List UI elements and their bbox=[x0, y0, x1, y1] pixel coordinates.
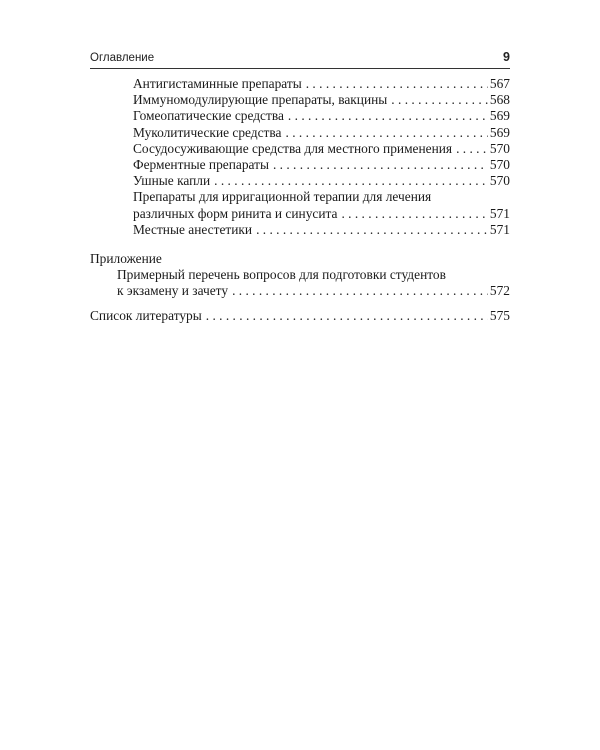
dot-leader bbox=[214, 173, 488, 189]
toc-entry-title: Список литературы bbox=[90, 307, 202, 323]
toc-entry-page: 572 bbox=[489, 283, 510, 299]
toc-entry-vasoconstrictors[interactable] bbox=[90, 141, 510, 157]
page-number: 9 bbox=[503, 50, 510, 64]
toc-entry-irrigation[interactable] bbox=[90, 189, 510, 221]
dot-leader bbox=[273, 157, 488, 173]
toc-entry-antihistamines[interactable] bbox=[90, 76, 510, 92]
toc-entry-page: 571 bbox=[489, 221, 510, 237]
toc-entry-page: 569 bbox=[489, 124, 510, 140]
toc-entry-page: 570 bbox=[489, 140, 510, 156]
toc-entry-page: 567 bbox=[489, 76, 510, 91]
toc-entry-page: 570 bbox=[489, 173, 510, 189]
toc-entry-immunomodulators[interactable] bbox=[90, 92, 510, 108]
toc-entry-title: Ушные капли bbox=[133, 173, 211, 189]
dot-leader bbox=[288, 108, 488, 124]
toc-entry-ear-drops[interactable] bbox=[90, 173, 510, 189]
dot-leader bbox=[286, 125, 488, 141]
toc-entry-page: 570 bbox=[489, 157, 510, 173]
toc-entry-title: Ферментные препараты bbox=[133, 157, 269, 173]
toc-entry-title-line1: Препараты для ирригационной терапии для лечения bbox=[133, 189, 432, 205]
header-rule bbox=[90, 68, 510, 69]
dot-leader bbox=[206, 308, 488, 324]
toc-section-appendix[interactable]: Приложение bbox=[90, 251, 162, 267]
toc-entry-local-anesthetics[interactable] bbox=[90, 222, 510, 238]
toc-entry-enzymes[interactable] bbox=[90, 157, 510, 173]
toc-entry-bibliography[interactable] bbox=[90, 308, 510, 324]
toc-entry-mucolytics[interactable] bbox=[90, 125, 510, 141]
dot-leader bbox=[341, 206, 487, 222]
toc-entry-title: Местные анестетики bbox=[133, 221, 253, 237]
dot-leader bbox=[256, 222, 488, 238]
toc-entry-title-line2: к экзамену и зачету bbox=[117, 283, 229, 299]
toc-entry-title-line2: различных форм ринита и синусита bbox=[133, 205, 338, 221]
toc-entry-title: Гомеопатические средства bbox=[133, 108, 284, 124]
toc-entry-title-line1: Примерный перечень вопросов для подготовки студентов bbox=[117, 267, 446, 283]
running-head bbox=[90, 50, 510, 68]
toc-entry-title: Муколитические средства bbox=[133, 124, 282, 140]
toc-entry-page: 571 bbox=[489, 205, 510, 221]
toc-entry-page: 569 bbox=[489, 108, 510, 124]
toc-entry-page: 568 bbox=[489, 92, 510, 108]
toc-entry-page: 575 bbox=[489, 307, 510, 323]
toc-entry-title: Антигистаминные препараты bbox=[133, 76, 302, 91]
toc-entry-title: Сосудосуживающие средства для местного применения bbox=[133, 140, 453, 156]
running-head-title: Оглавление bbox=[90, 52, 155, 64]
toc-entry-title: Иммуномодулирующие препараты, вакцины bbox=[133, 92, 388, 108]
dot-leader bbox=[232, 283, 488, 299]
dot-leader bbox=[391, 92, 488, 108]
table-of-contents bbox=[90, 76, 510, 324]
dot-leader bbox=[306, 76, 488, 92]
toc-entry-exam-questions[interactable] bbox=[90, 267, 510, 299]
dot-leader bbox=[456, 141, 488, 157]
toc-entry-homeopathic[interactable] bbox=[90, 108, 510, 124]
